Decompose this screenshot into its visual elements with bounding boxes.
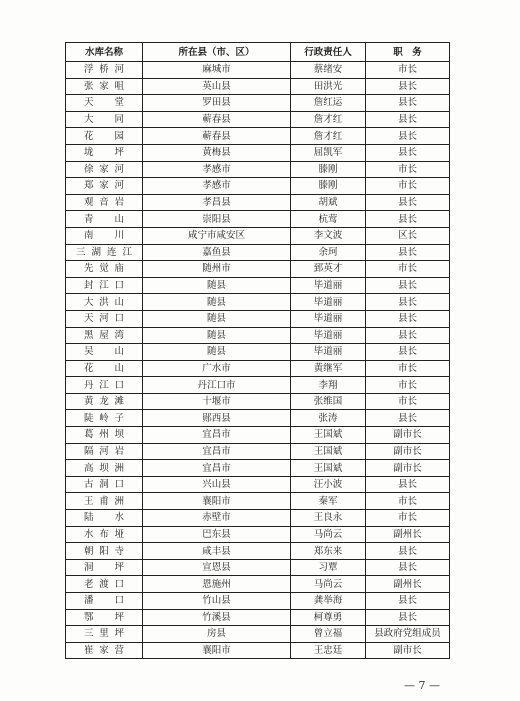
table-row [66, 211, 450, 228]
cell-position: 县长 [366, 543, 450, 560]
cell-position: 副市长 [366, 427, 450, 444]
cell-position: 县长 [366, 111, 450, 128]
table-row [66, 310, 450, 327]
cell-county: 郧西县 [143, 410, 291, 427]
cell-reservoir-name: 崔家营 [66, 642, 143, 659]
cell-position: 副市长 [366, 443, 450, 460]
cell-reservoir-name: 潘口 [66, 593, 143, 610]
cell-reservoir-name: 三里坪 [66, 626, 143, 643]
cell-responsible-person: 王忠廷 [291, 642, 366, 659]
cell-responsible-person: 郑东来 [291, 543, 366, 560]
cell-responsible-person: 胡斌 [291, 194, 366, 211]
cell-county: 蕲春县 [143, 111, 291, 128]
cell-position: 市长 [366, 493, 450, 510]
cell-responsible-person: 余珂 [291, 244, 366, 261]
cell-county: 崇阳县 [143, 211, 291, 228]
table-row [66, 609, 450, 626]
reservoir-responsibility-table [65, 42, 450, 659]
table-row [66, 344, 450, 361]
cell-reservoir-name: 葛州坝 [66, 427, 143, 444]
cell-county: 宜昌市 [143, 443, 291, 460]
cell-responsible-person: 马尚云 [291, 576, 366, 593]
table-row [66, 194, 450, 211]
cell-reservoir-name: 丹江口 [66, 377, 143, 394]
cell-reservoir-name: 青山 [66, 211, 143, 228]
cell-position: 县长 [366, 344, 450, 361]
cell-county: 襄阳市 [143, 642, 291, 659]
cell-county: 罗田县 [143, 95, 291, 112]
cell-county: 随县 [143, 294, 291, 311]
cell-responsible-person: 曾立福 [291, 626, 366, 643]
cell-county: 宣恩县 [143, 559, 291, 576]
cell-reservoir-name: 老渡口 [66, 576, 143, 593]
table-row [66, 78, 450, 95]
cell-reservoir-name: 天河口 [66, 310, 143, 327]
cell-reservoir-name: 花山 [66, 360, 143, 377]
cell-reservoir-name: 古洞口 [66, 476, 143, 493]
cell-county: 恩施州 [143, 576, 291, 593]
cell-county: 嘉鱼县 [143, 244, 291, 261]
cell-responsible-person: 柯尊勇 [291, 609, 366, 626]
cell-responsible-person: 蔡绪安 [291, 62, 366, 79]
cell-county: 赤壁市 [143, 510, 291, 527]
cell-county: 蕲春县 [143, 128, 291, 145]
table-row [66, 144, 450, 161]
cell-position: 市长 [366, 360, 450, 377]
table-row [66, 111, 450, 128]
cell-county: 黄梅县 [143, 144, 291, 161]
cell-responsible-person: 詹红运 [291, 95, 366, 112]
cell-responsible-person: 毕道丽 [291, 310, 366, 327]
cell-reservoir-name: 黑屋湾 [66, 327, 143, 344]
cell-reservoir-name: 陆水 [66, 510, 143, 527]
table-row [66, 460, 450, 477]
cell-county: 襄阳市 [143, 493, 291, 510]
cell-position: 县政府党组成员 [366, 626, 450, 643]
cell-county: 十堰市 [143, 393, 291, 410]
table-row [66, 393, 450, 410]
cell-responsible-person: 滕刚 [291, 161, 366, 178]
cell-position: 县长 [366, 609, 450, 626]
cell-responsible-person: 王国斌 [291, 427, 366, 444]
cell-responsible-person: 詹才红 [291, 111, 366, 128]
cell-county: 随州市 [143, 261, 291, 278]
cell-responsible-person: 滕刚 [291, 178, 366, 195]
cell-reservoir-name: 鄂坪 [66, 609, 143, 626]
table-row [66, 360, 450, 377]
cell-position: 县长 [366, 559, 450, 576]
table-row [66, 626, 450, 643]
cell-reservoir-name: 郑家河 [66, 178, 143, 195]
cell-position: 市长 [366, 62, 450, 79]
table-row [66, 227, 450, 244]
table-row [66, 593, 450, 610]
cell-responsible-person: 詹才红 [291, 128, 366, 145]
cell-county: 竹溪县 [143, 609, 291, 626]
table-header-row [66, 43, 450, 62]
cell-position: 市长 [366, 510, 450, 527]
cell-county: 孝感市 [143, 161, 291, 178]
cell-responsible-person: 马尚云 [291, 526, 366, 543]
cell-position: 县长 [366, 294, 450, 311]
cell-position: 县长 [366, 277, 450, 294]
cell-county: 咸丰县 [143, 543, 291, 560]
cell-responsible-person: 龚举海 [291, 593, 366, 610]
page-number: — 7 — [404, 679, 440, 692]
cell-responsible-person: 毕道丽 [291, 344, 366, 361]
cell-reservoir-name: 封江口 [66, 277, 143, 294]
cell-reservoir-name: 大同 [66, 111, 143, 128]
cell-position: 县长 [366, 410, 450, 427]
cell-county: 宜昌市 [143, 427, 291, 444]
cell-county: 宜昌市 [143, 460, 291, 477]
cell-responsible-person: 王国斌 [291, 460, 366, 477]
cell-responsible-person: 屈凯军 [291, 144, 366, 161]
table-row [66, 161, 450, 178]
table-row [66, 128, 450, 145]
cell-reservoir-name: 南川 [66, 227, 143, 244]
table-row [66, 559, 450, 576]
cell-reservoir-name: 隔河岩 [66, 443, 143, 460]
cell-reservoir-name: 水布垭 [66, 526, 143, 543]
table-row [66, 510, 450, 527]
cell-position: 县长 [366, 95, 450, 112]
cell-responsible-person: 汪小波 [291, 476, 366, 493]
cell-position: 县长 [366, 211, 450, 228]
table-row [66, 443, 450, 460]
cell-responsible-person: 秦军 [291, 493, 366, 510]
cell-position: 县长 [366, 310, 450, 327]
cell-reservoir-name: 王甫洲 [66, 493, 143, 510]
cell-reservoir-name: 天堂 [66, 95, 143, 112]
table-row [66, 476, 450, 493]
cell-reservoir-name: 大洪山 [66, 294, 143, 311]
cell-position: 副州长 [366, 526, 450, 543]
cell-responsible-person: 杭莺 [291, 211, 366, 228]
cell-reservoir-name: 先觉庙 [66, 261, 143, 278]
table-row [66, 493, 450, 510]
cell-position: 副州长 [366, 576, 450, 593]
cell-county: 麻城市 [143, 62, 291, 79]
cell-position: 副市长 [366, 460, 450, 477]
table-row [66, 526, 450, 543]
cell-reservoir-name: 陡岭子 [66, 410, 143, 427]
cell-responsible-person: 张维国 [291, 393, 366, 410]
cell-reservoir-name: 黄龙滩 [66, 393, 143, 410]
cell-responsible-person: 毕道丽 [291, 327, 366, 344]
header-responsible-person: 行政责任人 [291, 43, 366, 62]
cell-position: 县长 [366, 244, 450, 261]
cell-responsible-person: 郅英才 [291, 261, 366, 278]
cell-position: 县长 [366, 327, 450, 344]
table-row [66, 327, 450, 344]
cell-reservoir-name: 垅坪 [66, 144, 143, 161]
table-row [66, 427, 450, 444]
table-row [66, 261, 450, 278]
cell-position: 市长 [366, 261, 450, 278]
cell-position: 县长 [366, 593, 450, 610]
table-row [66, 62, 450, 79]
cell-position: 市长 [366, 178, 450, 195]
cell-position: 县长 [366, 144, 450, 161]
cell-position: 区长 [366, 227, 450, 244]
cell-responsible-person: 李文波 [291, 227, 366, 244]
cell-reservoir-name: 三湖连江 [66, 244, 143, 261]
cell-position: 县长 [366, 78, 450, 95]
cell-county: 随县 [143, 277, 291, 294]
cell-position: 市长 [366, 393, 450, 410]
table-body [66, 62, 450, 659]
cell-position: 副市长 [366, 642, 450, 659]
table-row [66, 410, 450, 427]
cell-responsible-person: 王良永 [291, 510, 366, 527]
cell-county: 孝昌县 [143, 194, 291, 211]
cell-responsible-person: 王国斌 [291, 443, 366, 460]
table-row [66, 294, 450, 311]
table-row [66, 95, 450, 112]
cell-county: 丹江口市 [143, 377, 291, 394]
cell-reservoir-name: 朝阳寺 [66, 543, 143, 560]
cell-reservoir-name: 观音岩 [66, 194, 143, 211]
cell-responsible-person: 李翔 [291, 377, 366, 394]
table-row [66, 576, 450, 593]
cell-responsible-person: 习覃 [291, 559, 366, 576]
cell-position: 市长 [366, 377, 450, 394]
cell-county: 孝感市 [143, 178, 291, 195]
cell-position: 县长 [366, 128, 450, 145]
table-row [66, 277, 450, 294]
cell-responsible-person: 毕道丽 [291, 294, 366, 311]
cell-reservoir-name: 浮桥河 [66, 62, 143, 79]
cell-county: 竹山县 [143, 593, 291, 610]
cell-county: 咸宁市咸安区 [143, 227, 291, 244]
header-position: 职 务 [366, 43, 450, 62]
cell-county: 巴东县 [143, 526, 291, 543]
cell-county: 随县 [143, 327, 291, 344]
cell-responsible-person: 黄继军 [291, 360, 366, 377]
cell-reservoir-name: 张家咀 [66, 78, 143, 95]
cell-responsible-person: 田洪光 [291, 78, 366, 95]
cell-county: 英山县 [143, 78, 291, 95]
table-row [66, 244, 450, 261]
table-row [66, 543, 450, 560]
cell-reservoir-name: 花园 [66, 128, 143, 145]
cell-position: 市长 [366, 161, 450, 178]
cell-county: 随县 [143, 310, 291, 327]
cell-reservoir-name: 徐家河 [66, 161, 143, 178]
table-row [66, 178, 450, 195]
header-county: 所在县（市、区） [143, 43, 291, 62]
cell-county: 随县 [143, 344, 291, 361]
cell-reservoir-name: 吴山 [66, 344, 143, 361]
table-row [66, 377, 450, 394]
cell-county: 房县 [143, 626, 291, 643]
cell-responsible-person: 毕道丽 [291, 277, 366, 294]
table-row [66, 642, 450, 659]
cell-county: 兴山县 [143, 476, 291, 493]
cell-position: 县长 [366, 194, 450, 211]
cell-reservoir-name: 洞坪 [66, 559, 143, 576]
cell-county: 广水市 [143, 360, 291, 377]
cell-position: 县长 [366, 476, 450, 493]
cell-responsible-person: 张涛 [291, 410, 366, 427]
cell-reservoir-name: 高坝洲 [66, 460, 143, 477]
header-reservoir-name: 水库名称 [66, 43, 143, 62]
